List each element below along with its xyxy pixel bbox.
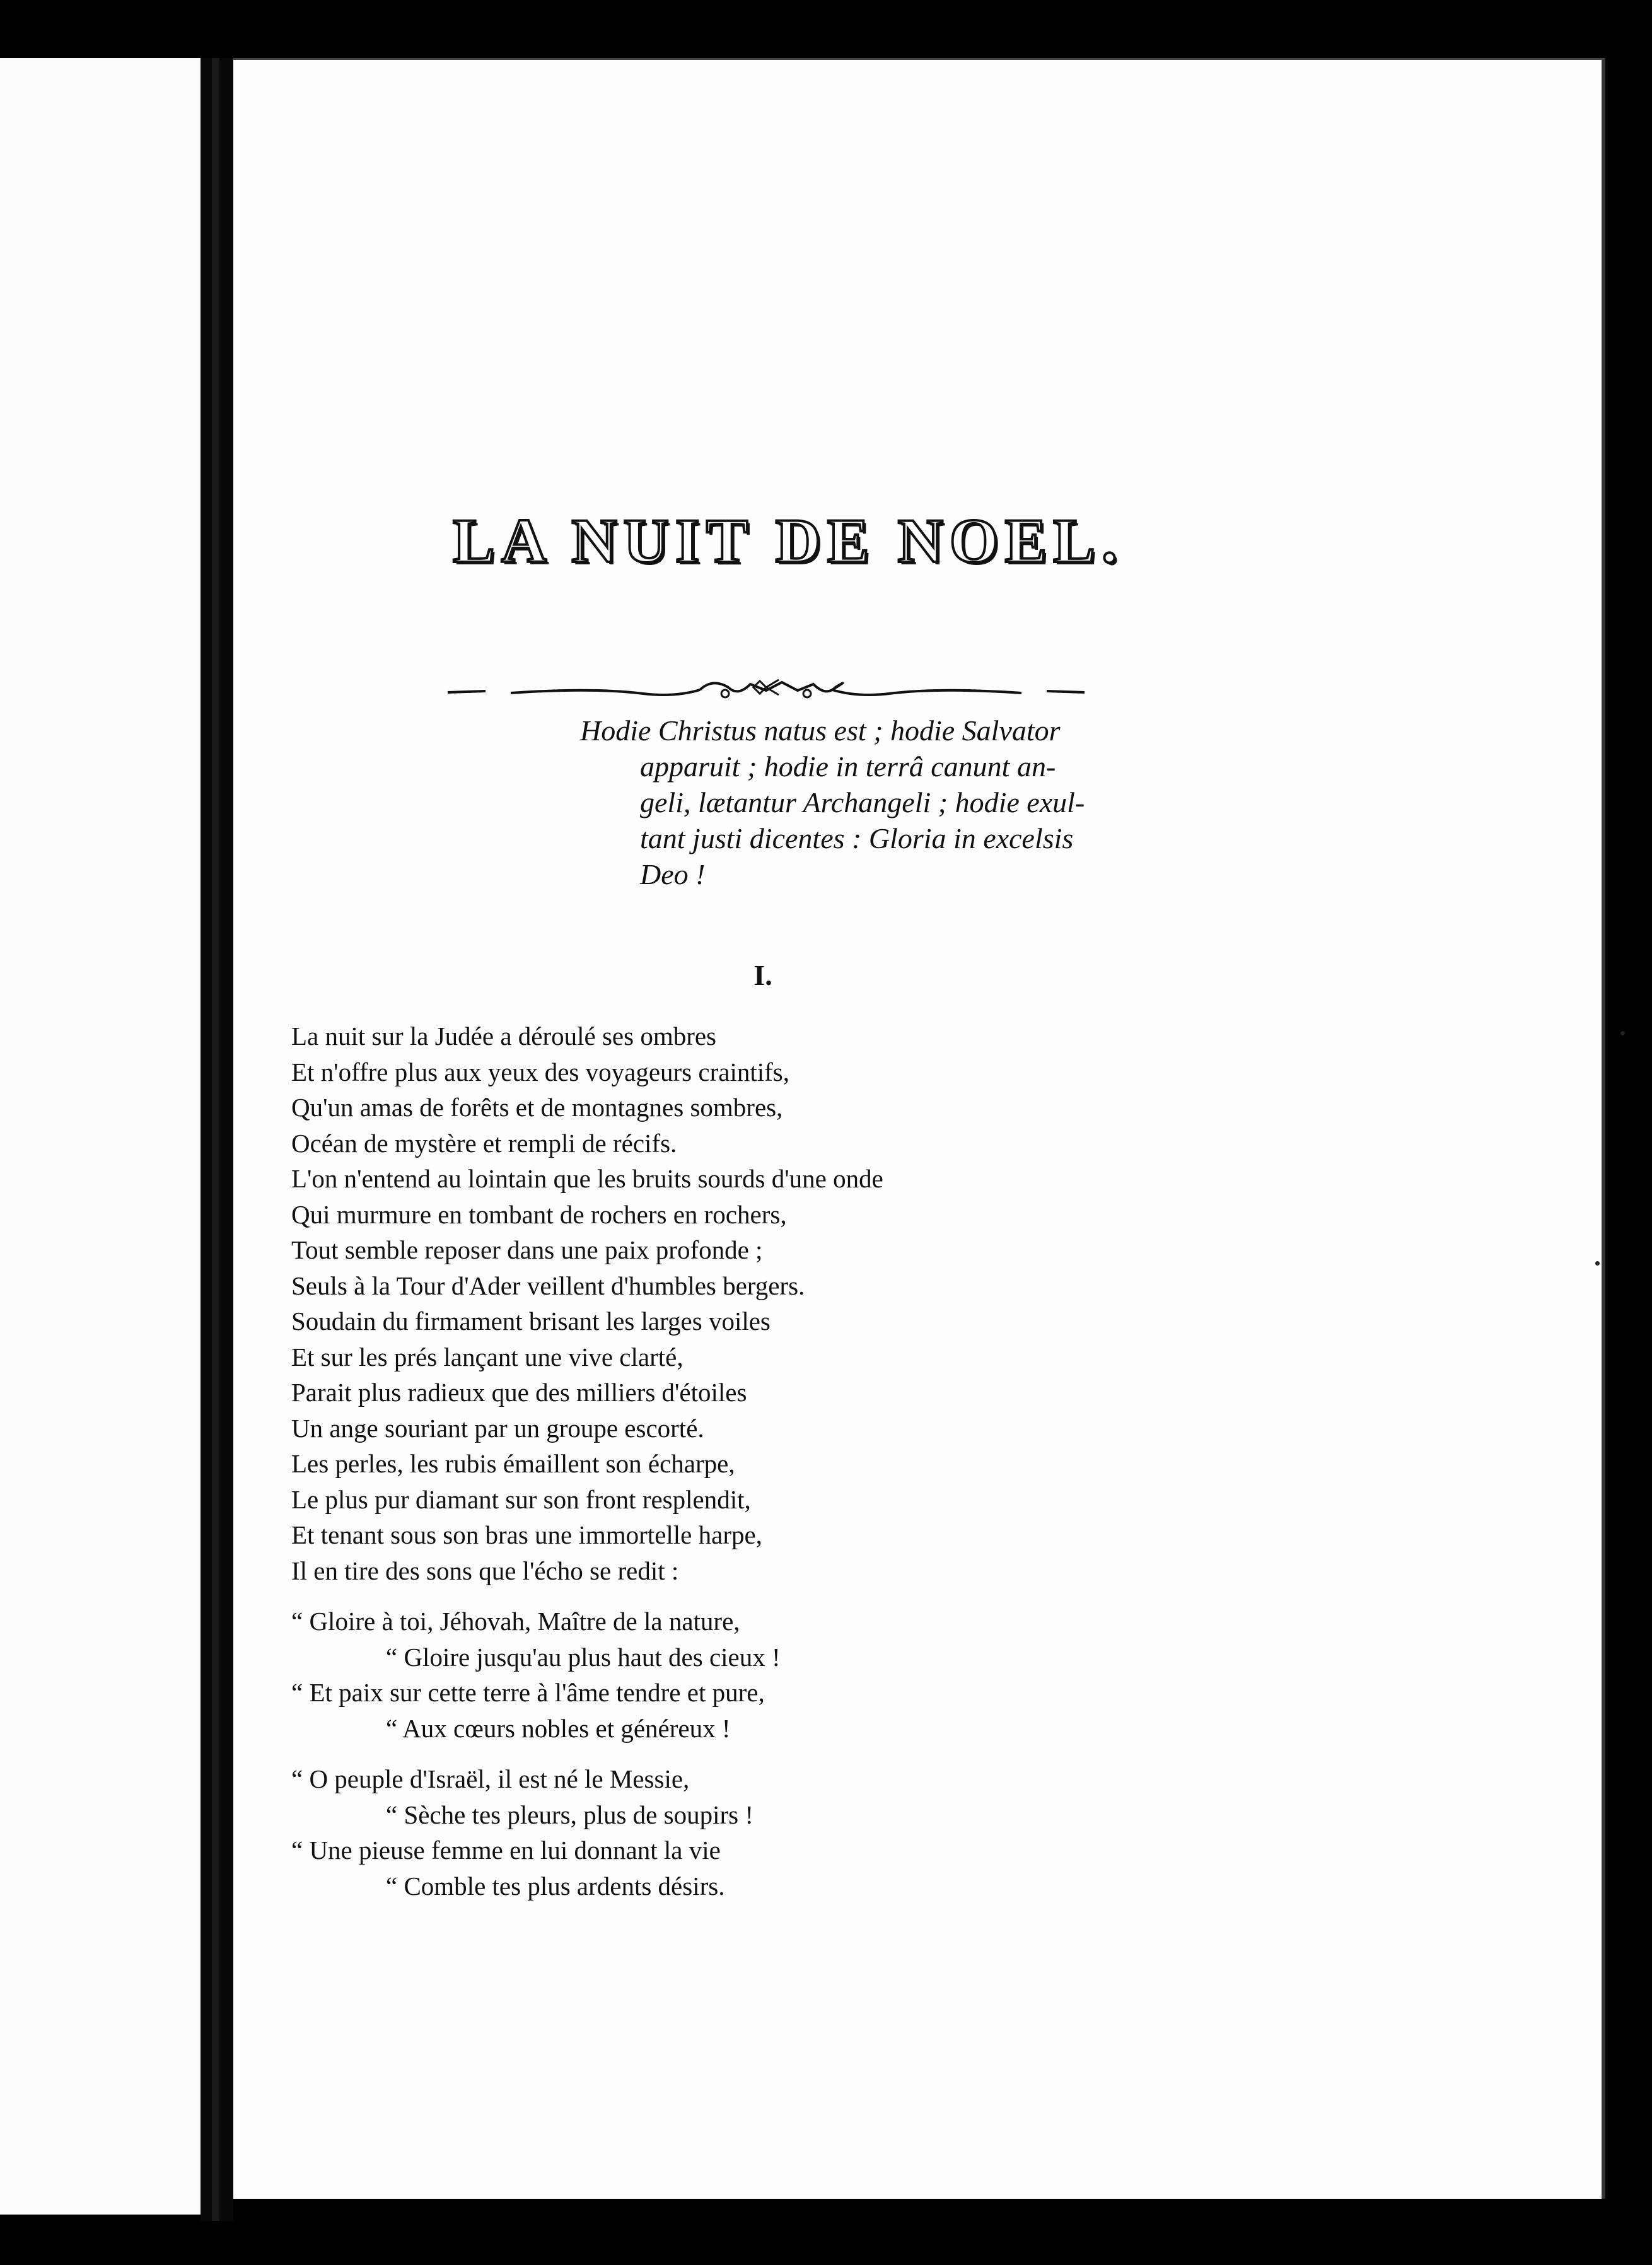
verse-line: “ Aux cœurs nobles et généreux ! bbox=[386, 1713, 731, 1743]
verse-line: “ Une pieuse femme en lui donnant la vie bbox=[291, 1836, 721, 1865]
verse-line: Soudain du firmament brisant les larges voiles bbox=[291, 1307, 771, 1336]
verse-line: Qu'un amas de forêts et de montagnes sombres, bbox=[291, 1093, 783, 1122]
verse-line: “ Gloire jusqu'au plus haut des cieux ! bbox=[386, 1642, 781, 1672]
verse-line: “ Et paix sur cette terre à l'âme tendre et pure, bbox=[291, 1678, 765, 1707]
verse-line: Tout semble reposer dans une paix profonde ; bbox=[291, 1235, 763, 1264]
verse-line: “ Gloire à toi, Jéhovah, Maître de la nature, bbox=[291, 1607, 740, 1636]
epigraph-line: Hodie Christus natus est ; hodie Salvator bbox=[580, 714, 1061, 747]
epigraph-line: apparuit ; hodie in terrâ canunt an- bbox=[640, 750, 1056, 783]
verse-line: “ Sèche tes pleurs, plus de soupirs ! bbox=[386, 1800, 753, 1829]
verse-line: Un ange souriant par un groupe escorté. bbox=[291, 1413, 704, 1443]
verse-line: “ Comble tes plus ardents désirs. bbox=[386, 1871, 725, 1901]
stanza-break bbox=[291, 1746, 1325, 1761]
title-ornament bbox=[435, 668, 1097, 713]
stanza-break bbox=[291, 1588, 1325, 1604]
epigraph-line: Deo ! bbox=[640, 858, 706, 890]
verse-line: Qui murmure en tombant de rochers en rochers, bbox=[291, 1199, 787, 1229]
verse-line: La nuit sur la Judée a déroulé ses ombres bbox=[291, 1022, 717, 1051]
verse-line: L'on n'entend au lointain que les bruits sourds d'une onde bbox=[291, 1164, 883, 1193]
book-spine-shadow bbox=[201, 58, 233, 2221]
page-title: LA NUIT DE NOEL. bbox=[453, 506, 1124, 576]
verse-line: Les perles, les rubis émaillent son écharpe, bbox=[291, 1449, 735, 1478]
verse-line: Le plus pur diamant sur son front resplendit, bbox=[291, 1484, 751, 1514]
verse-line: Il en tire des sons que l'écho se redit : bbox=[291, 1556, 679, 1585]
epigraph-line: geli, lætantur Archangeli ; hodie exul- bbox=[640, 786, 1085, 818]
scan-speck bbox=[1595, 1261, 1600, 1266]
verse-line: Océan de mystère et rempli de récifs. bbox=[291, 1128, 677, 1158]
verse-line: Et sur les prés lançant une vive clarté, bbox=[291, 1342, 683, 1371]
latin-epigraph bbox=[580, 713, 1349, 892]
facing-page-edge bbox=[0, 58, 203, 2215]
section-number: I. bbox=[753, 959, 772, 991]
poem-body bbox=[291, 1018, 1325, 1904]
epigraph-line: tant justi dicentes : Gloria in excelsis bbox=[640, 822, 1074, 854]
scan-speck bbox=[1620, 1031, 1625, 1035]
verse-line: Et tenant sous son bras une immortelle harpe, bbox=[291, 1520, 762, 1549]
verse-line: Parait plus radieux que des milliers d'étoiles bbox=[291, 1378, 747, 1407]
verse-line: Et n'offre plus aux yeux des voyageurs craintifs, bbox=[291, 1057, 789, 1086]
verse-line: “ O peuple d'Israël, il est né le Messie, bbox=[291, 1764, 690, 1793]
verse-line: Seuls à la Tour d'Ader veillent d'humbles bergers. bbox=[291, 1271, 805, 1300]
